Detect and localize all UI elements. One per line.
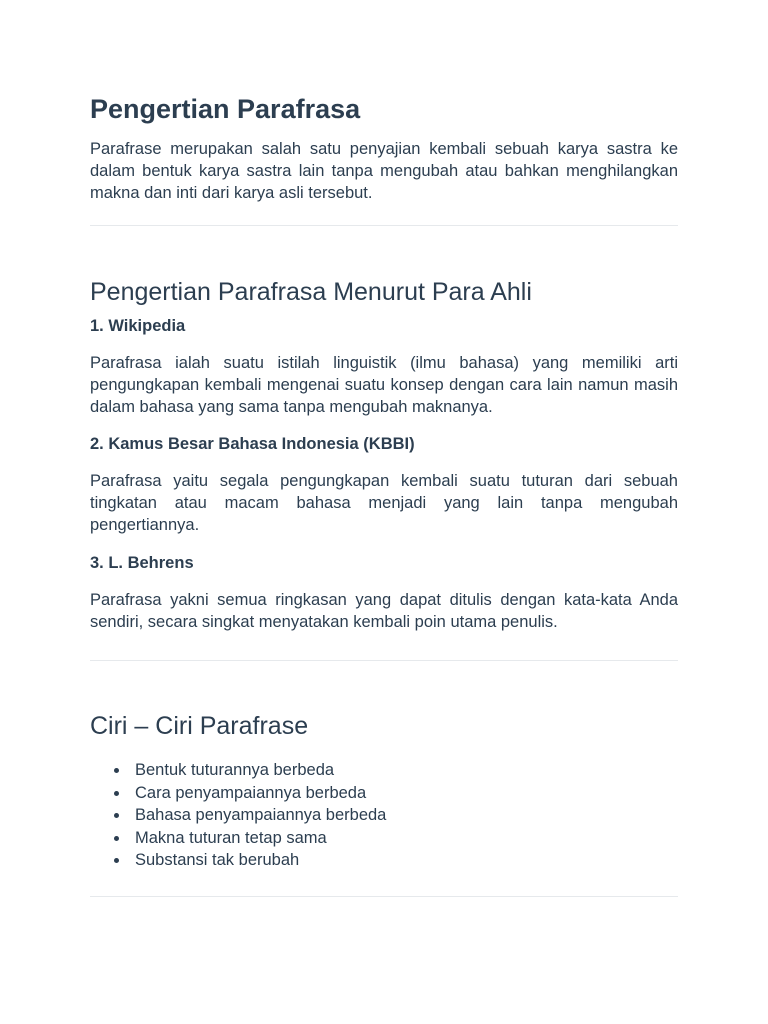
expert-paragraph: Parafrasa yakni semua ringkasan yang dapat ditulis dengan kata-kata Anda sendiri, secara singkat menyatakan kembali poin utama penulis.: [90, 591, 678, 631]
characteristics-list: [90, 759, 678, 872]
expert-title: 2. Kamus Besar Bahasa Indonesia (KBBI): [90, 435, 415, 453]
section-heading: Ciri – Ciri Parafrase: [90, 712, 309, 740]
list-item-text: Bentuk tuturannya berbeda: [135, 761, 335, 779]
list-item-text: Makna tuturan tetap sama: [135, 828, 327, 847]
section-paragraph: Parafrase merupakan salah satu penyajian kembali sebuah karya sastra ke dalam bentuk karya sastra lain tanpa mengubah atau bahkan menghilangkan makna dan inti dari karya asli tersebut.: [90, 140, 678, 202]
section-divider: [90, 660, 678, 661]
list-item: [135, 827, 678, 850]
list-item: [135, 782, 678, 805]
bullet-icon: [114, 858, 119, 863]
section-definition: [90, 93, 678, 204]
section-heading: Pengertian Parafrasa Menurut Para Ahli: [90, 278, 532, 306]
bullet-icon: [114, 836, 119, 841]
expert-paragraph: Parafrasa ialah suatu istilah linguistik (ilmu bahasa) yang memiliki arti pengungkapan kembali mengenai suatu konsep dengan cara lain namun masih dalam bahasa yang sama tanpa mengubah maknanya.: [90, 354, 678, 416]
list-item-text: Substansi tak berubah: [135, 851, 300, 869]
list-item: [135, 849, 678, 872]
list-item: [135, 804, 678, 827]
expert-paragraph: Parafrasa yaitu segala pengungkapan kembali suatu tuturan dari sebuah tingkatan atau macam bahasa menjadi yang lain tanpa mengubah pengertiannya.: [90, 472, 678, 534]
bullet-icon: [114, 768, 119, 773]
bullet-icon: [114, 791, 119, 796]
section-divider: [90, 896, 678, 897]
expert-title: 1. Wikipedia: [90, 317, 186, 335]
list-item: [135, 759, 678, 782]
section-heading: Pengertian Parafrasa: [90, 94, 361, 124]
list-item-text: Bahasa penyampaiannya berbeda: [135, 806, 387, 824]
expert-title: 3. L. Behrens: [90, 554, 194, 572]
bullet-icon: [114, 813, 119, 818]
section-characteristics: [90, 710, 678, 872]
list-item-text: Cara penyampaiannya berbeda: [135, 783, 367, 802]
section-divider: [90, 225, 678, 226]
section-expert-definitions: [90, 276, 678, 633]
